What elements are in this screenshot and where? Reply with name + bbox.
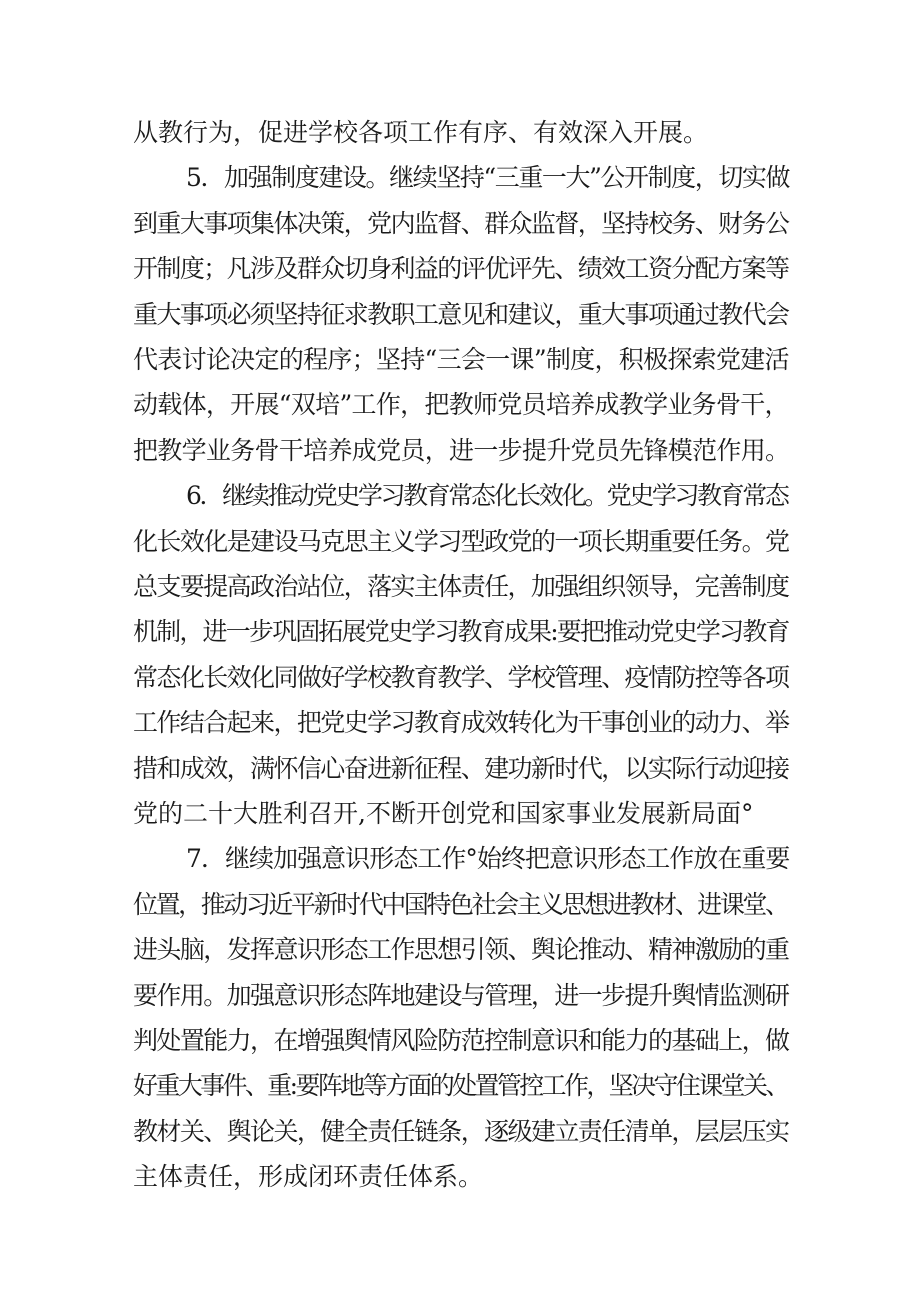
text-line: 工作结合起来，把党史学习教育成效转化为干事创业的动力、举 bbox=[133, 708, 789, 737]
text-line: 动载体，开展“双培”工作，把教师党员培养成教学业务骨干， bbox=[133, 390, 789, 419]
text-line: 位置，推动习近平新时代中国特色社会主义思想进教材、进课堂、 bbox=[133, 890, 788, 919]
text-line: 总支要提高政治站位，落实主体责任，加强组织领导，完善制度 bbox=[133, 572, 789, 601]
text-line: 代表讨论决定的程序；坚持“三会一课”制度，积极探索党建活 bbox=[133, 345, 789, 374]
text-line: 党的二十大胜利召开,不断开创党和国家事业发展新局面° bbox=[133, 799, 754, 828]
text-line: 从教行为，促进学校各项工作有序、有效深入开展。 bbox=[133, 118, 709, 147]
text-line: 判处置能力，在增强舆情风险防范控制意识和能力的基础上，做 bbox=[133, 1026, 789, 1055]
text-line: 化长效化是建设马克思主义学习型政党的一项长期重要任务。党 bbox=[133, 527, 789, 556]
text-line: 教材关、舆论关，健全责任链条，逐级建立责任清单，层层压实 bbox=[133, 1117, 789, 1146]
text-line: 到重大事项集体决策，党内监督、群众监督，坚持校务、财务公 bbox=[133, 209, 789, 238]
text-line: 7．继续加强意识形态工作°始终把意识形态工作放在重要 bbox=[186, 844, 790, 873]
text-line: 6．继续推动党史学习教育常态化长效化。党史学习教育常态 bbox=[186, 481, 788, 510]
text-line: 把教学业务骨干培养成党员，进一步提升党员先锋模范作用。 bbox=[133, 436, 790, 465]
text-line: 重大事项必须坚持征求教职工意见和建议，重大事项通过教代会 bbox=[133, 300, 789, 329]
text-line: 开制度；凡涉及群众切身利益的评优评先、绩效工资分配方案等 bbox=[133, 254, 789, 283]
text-line: 要作用。加强意识形态阵地建设与管理，进一步提升舆情监测研 bbox=[133, 981, 789, 1010]
text-line: 措和成效，满怀信心奋进新征程、建功新时代，以实际行动迎接 bbox=[133, 754, 789, 783]
text-line: 进头脑，发挥意识形态工作思想引领、舆论推动、精神激励的重 bbox=[133, 935, 789, 964]
text-line: 常态化长效化同做好学校教育教学、学校管理、疫情防控等各项 bbox=[133, 663, 789, 692]
text-line: 好重大事件、重:要阵地等方面的处置管控工作，坚决守住课堂关、 bbox=[133, 1071, 788, 1100]
text-line: 5．加强制度建设。继续坚持“三重一大”公开制度，切实做 bbox=[186, 163, 790, 192]
text-line: 机制，进一步巩固拓展党史学习教育成果:要把推动党史学习教育 bbox=[133, 617, 789, 646]
text-line: 主体责任，形成闭环责任体系。 bbox=[133, 1162, 484, 1191]
